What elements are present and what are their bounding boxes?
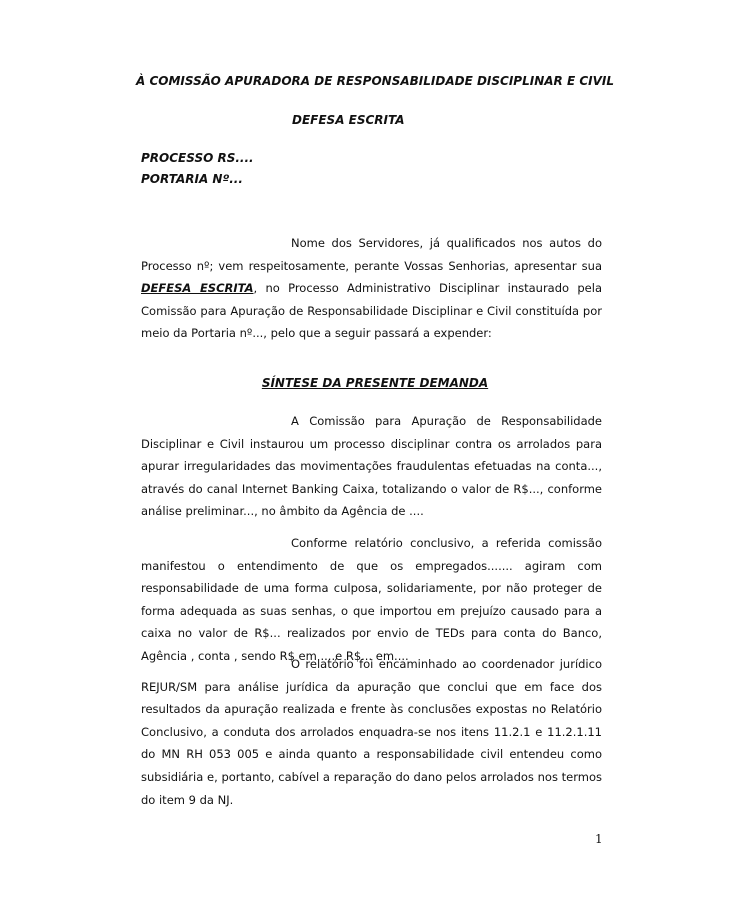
section-title: SÍNTESE DA PRESENTE DEMANDA [261,376,489,390]
processo-reference: PROCESSO RS.... [141,151,254,165]
intro-text-after: , no Processo Administrativo Disciplinar instaurado pela Comissão para Apuração de Responsabilidade Disciplinar e Civil constituída por meio da Portaria nº..., pelo que a seguir passará a expender: [141,281,602,341]
intro-paragraph [141,232,602,345]
section-paragraph: A Comissão para Apuração de Responsabilidade Disciplinar e Civil instaurou um processo disciplinar contra os arrolados para apurar irregularidades das movimentações fraudulentas efetuadas na conta..., através do canal Internet Banking Caixa, totalizando o valor de R$..., conforme análise preliminar..., no âmbito da Agência de .... [141,414,602,519]
intro-text-before: Nome dos Servidores, já qualificados nos autos do Processo nº; vem respeitosamente, perante Vossas Senhorias, apresentar sua [141,236,602,273]
defesa-escrita-emphasis: DEFESA ESCRITA [141,281,254,296]
addressee-heading: À COMISSÃO APURADORA DE RESPONSABILIDADE DISCIPLINAR E CIVIL [136,74,614,88]
section-paragraph: O relatório foi encaminhado ao coordenador jurídico REJUR/SM para análise jurídica da apuração que conclui que em face dos resultados da apuração realizada e frente às conclusões expostas no Relatório Conclusivo, a conduta dos arrolados enquadra-se nos itens 11.2.1 e 11.2.1.11 do MN RH 053 005 e ainda quanto a responsabilidade civil entendeu como subsidiária e, portanto, cabível a reparação do dano pelos arrolados nos termos do item 9 da NJ. [141,657,602,807]
document-type-heading: DEFESA ESCRITA [292,113,405,127]
section-paragraph: Conforme relatório conclusivo, a referida comissão manifestou o entendimento de que os empregados....... agiram com responsabilidade de uma forma culposa, solidariamente, por não proteger de forma adequada as suas senhas, o que importou em prejuízo causado para a caixa no valor de R$... realizados por envio de TEDs para conta do Banco, Agência , conta , sendo R$ em ....e R$... em.... [141,536,602,663]
page-number: 1 [595,832,603,846]
portaria-reference: PORTARIA Nº... [141,172,243,186]
